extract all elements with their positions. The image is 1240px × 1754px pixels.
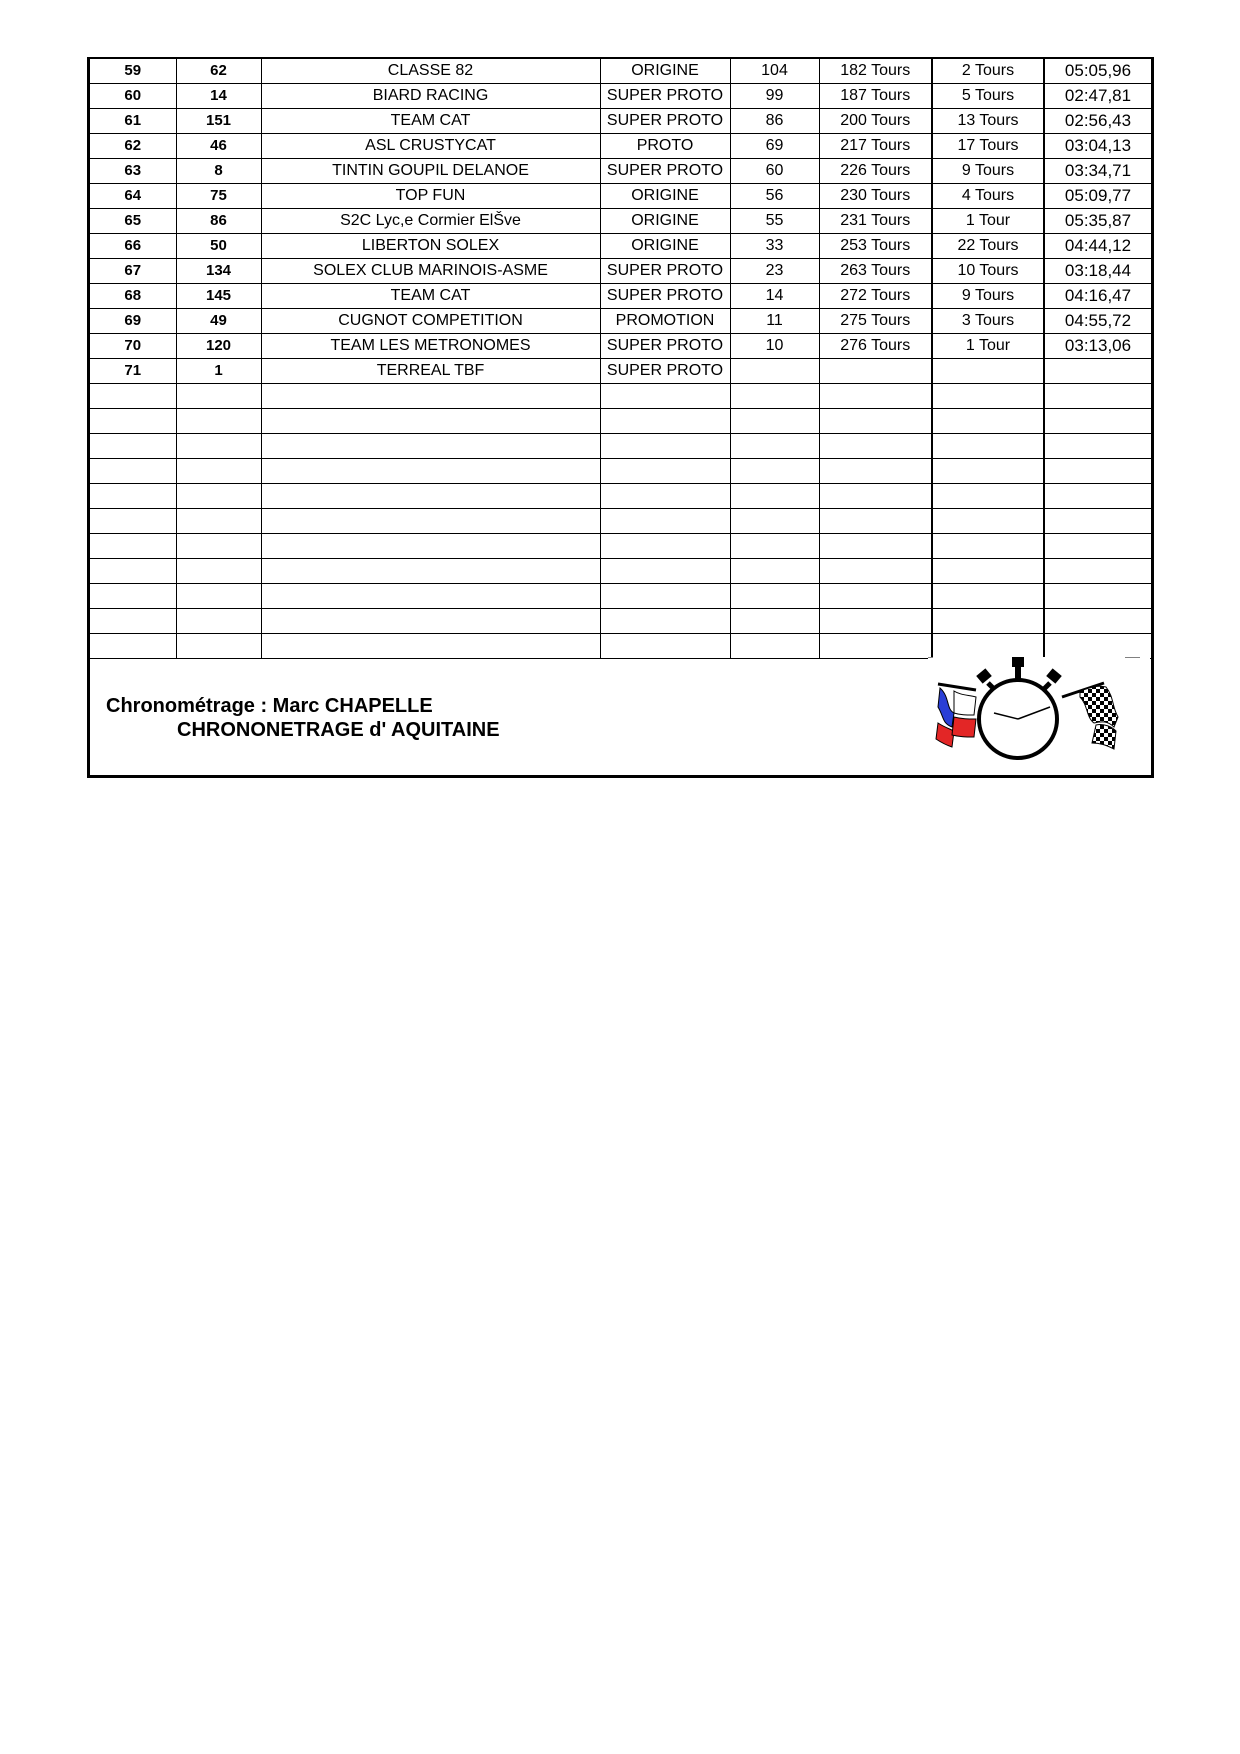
empty-cell: [600, 409, 730, 434]
cell-rank: 61: [90, 109, 176, 134]
cell-number: 50: [176, 234, 261, 259]
empty-cell: [932, 584, 1044, 609]
cell-laps-behind: 187 Tours: [819, 84, 932, 109]
cell-number: 46: [176, 134, 261, 159]
empty-cell: [600, 484, 730, 509]
cell-number: 8: [176, 159, 261, 184]
empty-cell: [819, 559, 932, 584]
cell-laps: 55: [730, 209, 819, 234]
empty-cell: [819, 609, 932, 634]
cell-category: SUPER PROTO: [600, 334, 730, 359]
empty-cell: [730, 459, 819, 484]
empty-cell: [261, 409, 600, 434]
timing-company-line: CHRONONETRAGE d' AQUITAINE: [177, 719, 500, 741]
empty-cell: [176, 559, 261, 584]
empty-cell: [932, 534, 1044, 559]
empty-cell: [730, 609, 819, 634]
table-row: [90, 359, 1151, 384]
empty-cell: [90, 584, 176, 609]
results-sheet: [87, 57, 1154, 778]
cell-number: 134: [176, 259, 261, 284]
cell-best-lap: 03:18,44: [1044, 259, 1151, 284]
empty-cell: [932, 384, 1044, 409]
cell-laps-behind: 276 Tours: [819, 334, 932, 359]
table-row: [90, 184, 1151, 209]
table-row: [90, 84, 1151, 109]
cell-team: TERREAL TBF: [261, 359, 600, 384]
cell-gap: 13 Tours: [932, 109, 1044, 134]
cell-category: PROMOTION: [600, 309, 730, 334]
empty-cell: [1044, 459, 1151, 484]
cell-best-lap: 05:09,77: [1044, 184, 1151, 209]
cell-team: CUGNOT COMPETITION: [261, 309, 600, 334]
cell-rank: 59: [90, 58, 176, 84]
empty-cell: [730, 634, 819, 659]
empty-cell: [1044, 384, 1151, 409]
cell-rank: 66: [90, 234, 176, 259]
cell-rank: 70: [90, 334, 176, 359]
cell-gap: [932, 359, 1044, 384]
empty-cell: [819, 534, 932, 559]
cell-team: BIARD RACING: [261, 84, 600, 109]
empty-cell: [730, 484, 819, 509]
cell-team: TEAM LES METRONOMES: [261, 334, 600, 359]
cell-best-lap: 04:55,72: [1044, 309, 1151, 334]
cell-best-lap: 02:47,81: [1044, 84, 1151, 109]
empty-cell: [176, 484, 261, 509]
empty-cell: [932, 609, 1044, 634]
cell-category: ORIGINE: [600, 209, 730, 234]
empty-cell: [261, 559, 600, 584]
empty-cell: [932, 434, 1044, 459]
cell-gap: 1 Tour: [932, 209, 1044, 234]
cell-gap: 17 Tours: [932, 134, 1044, 159]
cell-best-lap: [1044, 359, 1151, 384]
empty-cell: [730, 534, 819, 559]
empty-cell: [819, 634, 932, 659]
empty-row: [90, 584, 1151, 609]
cell-category: ORIGINE: [600, 184, 730, 209]
cell-best-lap: 02:56,43: [1044, 109, 1151, 134]
cell-best-lap: 05:05,96: [1044, 58, 1151, 84]
cell-team: TINTIN GOUPIL DELANOE: [261, 159, 600, 184]
cell-laps-behind: 253 Tours: [819, 234, 932, 259]
timekeeper-line: Chronométrage : Marc CHAPELLE: [106, 695, 433, 717]
empty-cell: [176, 534, 261, 559]
empty-cell: [90, 434, 176, 459]
cell-laps-behind: 275 Tours: [819, 309, 932, 334]
empty-cell: [819, 484, 932, 509]
empty-cell: [600, 584, 730, 609]
results-table: [90, 57, 1151, 659]
empty-row: [90, 509, 1151, 534]
empty-cell: [1044, 584, 1151, 609]
empty-cell: [1044, 484, 1151, 509]
cell-category: SUPER PROTO: [600, 259, 730, 284]
cell-rank: 62: [90, 134, 176, 159]
empty-cell: [176, 459, 261, 484]
cell-team: TEAM CAT: [261, 284, 600, 309]
cell-laps: 11: [730, 309, 819, 334]
cell-laps: [730, 359, 819, 384]
empty-row: [90, 484, 1151, 509]
timing-credit: [106, 694, 500, 742]
table-row: [90, 259, 1151, 284]
empty-cell: [176, 409, 261, 434]
cell-rank: 67: [90, 259, 176, 284]
empty-cell: [600, 609, 730, 634]
cell-laps: 99: [730, 84, 819, 109]
empty-row: [90, 534, 1151, 559]
cell-laps-behind: [819, 359, 932, 384]
empty-cell: [730, 559, 819, 584]
empty-cell: [600, 559, 730, 584]
empty-cell: [1044, 434, 1151, 459]
cell-laps: 10: [730, 334, 819, 359]
cell-gap: 1 Tour: [932, 334, 1044, 359]
empty-cell: [600, 459, 730, 484]
empty-cell: [90, 409, 176, 434]
empty-cell: [819, 409, 932, 434]
checkered-flag-icon: [1062, 683, 1118, 749]
empty-cell: [176, 634, 261, 659]
cell-team: SOLEX CLUB MARINOIS-ASME: [261, 259, 600, 284]
empty-cell: [932, 409, 1044, 434]
cell-category: SUPER PROTO: [600, 284, 730, 309]
empty-cell: [600, 384, 730, 409]
cell-number: 49: [176, 309, 261, 334]
cell-gap: 4 Tours: [932, 184, 1044, 209]
cell-number: 75: [176, 184, 261, 209]
empty-cell: [90, 384, 176, 409]
cell-gap: 9 Tours: [932, 159, 1044, 184]
cell-laps-behind: 217 Tours: [819, 134, 932, 159]
cell-number: 145: [176, 284, 261, 309]
cell-team: TEAM CAT: [261, 109, 600, 134]
empty-cell: [600, 634, 730, 659]
empty-cell: [730, 434, 819, 459]
empty-cell: [819, 459, 932, 484]
empty-cell: [819, 434, 932, 459]
table-row: [90, 334, 1151, 359]
cell-category: SUPER PROTO: [600, 159, 730, 184]
empty-cell: [261, 534, 600, 559]
empty-row: [90, 559, 1151, 584]
cell-rank: 60: [90, 84, 176, 109]
cell-gap: 3 Tours: [932, 309, 1044, 334]
empty-cell: [261, 484, 600, 509]
cell-best-lap: 03:04,13: [1044, 134, 1151, 159]
empty-cell: [90, 559, 176, 584]
empty-cell: [176, 584, 261, 609]
cell-gap: 9 Tours: [932, 284, 1044, 309]
table-row: [90, 58, 1151, 84]
cell-laps-behind: 231 Tours: [819, 209, 932, 234]
empty-cell: [1044, 609, 1151, 634]
cell-laps: 56: [730, 184, 819, 209]
table-row: [90, 134, 1151, 159]
empty-cell: [261, 384, 600, 409]
empty-cell: [261, 609, 600, 634]
empty-row: [90, 609, 1151, 634]
empty-cell: [600, 509, 730, 534]
cell-category: SUPER PROTO: [600, 109, 730, 134]
empty-cell: [932, 509, 1044, 534]
cell-laps: 23: [730, 259, 819, 284]
empty-row: [90, 459, 1151, 484]
cell-category: ORIGINE: [600, 58, 730, 84]
empty-cell: [1044, 509, 1151, 534]
cell-rank: 71: [90, 359, 176, 384]
cell-laps-behind: 272 Tours: [819, 284, 932, 309]
table-row: [90, 109, 1151, 134]
cell-number: 1: [176, 359, 261, 384]
cell-category: SUPER PROTO: [600, 84, 730, 109]
empty-cell: [176, 509, 261, 534]
empty-cell: [730, 509, 819, 534]
cell-laps-behind: 182 Tours: [819, 58, 932, 84]
empty-row: [90, 409, 1151, 434]
empty-cell: [932, 634, 1044, 659]
french-flag-icon: [936, 684, 976, 747]
cell-team: ASL CRUSTYCAT: [261, 134, 600, 159]
empty-cell: [90, 484, 176, 509]
empty-row: [90, 384, 1151, 409]
empty-cell: [1044, 534, 1151, 559]
table-row: [90, 309, 1151, 334]
cell-laps-behind: 226 Tours: [819, 159, 932, 184]
empty-cell: [261, 459, 600, 484]
empty-cell: [176, 609, 261, 634]
empty-row: [90, 634, 1151, 659]
empty-row: [90, 434, 1151, 459]
empty-cell: [600, 534, 730, 559]
cell-number: 151: [176, 109, 261, 134]
empty-cell: [932, 559, 1044, 584]
empty-cell: [730, 584, 819, 609]
cell-gap: 22 Tours: [932, 234, 1044, 259]
empty-cell: [261, 584, 600, 609]
cell-category: PROTO: [600, 134, 730, 159]
table-row: [90, 284, 1151, 309]
cell-number: 86: [176, 209, 261, 234]
empty-cell: [90, 534, 176, 559]
empty-cell: [819, 584, 932, 609]
cell-team: CLASSE 82: [261, 58, 600, 84]
cell-number: 62: [176, 58, 261, 84]
cell-rank: 63: [90, 159, 176, 184]
table-row: [90, 159, 1151, 184]
cell-best-lap: 03:34,71: [1044, 159, 1151, 184]
empty-cell: [1044, 559, 1151, 584]
cell-rank: 68: [90, 284, 176, 309]
empty-cell: [600, 434, 730, 459]
cell-gap: 10 Tours: [932, 259, 1044, 284]
empty-cell: [730, 384, 819, 409]
cell-gap: 5 Tours: [932, 84, 1044, 109]
cell-laps: 14: [730, 284, 819, 309]
empty-cell: [1044, 409, 1151, 434]
empty-cell: [932, 459, 1044, 484]
cell-laps: 104: [730, 58, 819, 84]
cell-laps: 69: [730, 134, 819, 159]
empty-cell: [1044, 634, 1151, 659]
empty-cell: [176, 384, 261, 409]
cell-laps: 33: [730, 234, 819, 259]
cell-rank: 64: [90, 184, 176, 209]
cell-best-lap: 03:13,06: [1044, 334, 1151, 359]
cell-best-lap: 05:35,87: [1044, 209, 1151, 234]
cell-laps-behind: 200 Tours: [819, 109, 932, 134]
cell-number: 14: [176, 84, 261, 109]
cell-best-lap: 04:16,47: [1044, 284, 1151, 309]
table-row: [90, 234, 1151, 259]
empty-cell: [90, 509, 176, 534]
empty-cell: [261, 509, 600, 534]
empty-cell: [819, 509, 932, 534]
cell-laps-behind: 263 Tours: [819, 259, 932, 284]
empty-cell: [90, 459, 176, 484]
cell-best-lap: 04:44,12: [1044, 234, 1151, 259]
stopwatch-flags-logo: [928, 657, 1150, 777]
cell-laps: 60: [730, 159, 819, 184]
cell-laps: 86: [730, 109, 819, 134]
cell-team: LIBERTON SOLEX: [261, 234, 600, 259]
empty-cell: [730, 409, 819, 434]
empty-cell: [90, 634, 176, 659]
cell-number: 120: [176, 334, 261, 359]
table-row: [90, 209, 1151, 234]
cell-rank: 65: [90, 209, 176, 234]
cell-category: ORIGINE: [600, 234, 730, 259]
empty-cell: [261, 434, 600, 459]
cell-laps-behind: 230 Tours: [819, 184, 932, 209]
cell-gap: 2 Tours: [932, 58, 1044, 84]
empty-cell: [819, 384, 932, 409]
results-body: [90, 58, 1151, 659]
stopwatch-icon: [976, 657, 1062, 758]
cell-team: TOP FUN: [261, 184, 600, 209]
empty-cell: [932, 484, 1044, 509]
empty-cell: [90, 609, 176, 634]
cell-category: SUPER PROTO: [600, 359, 730, 384]
empty-cell: [176, 434, 261, 459]
cell-team: S2C Lyc,e Cormier ElŠve: [261, 209, 600, 234]
empty-cell: [261, 634, 600, 659]
cell-rank: 69: [90, 309, 176, 334]
